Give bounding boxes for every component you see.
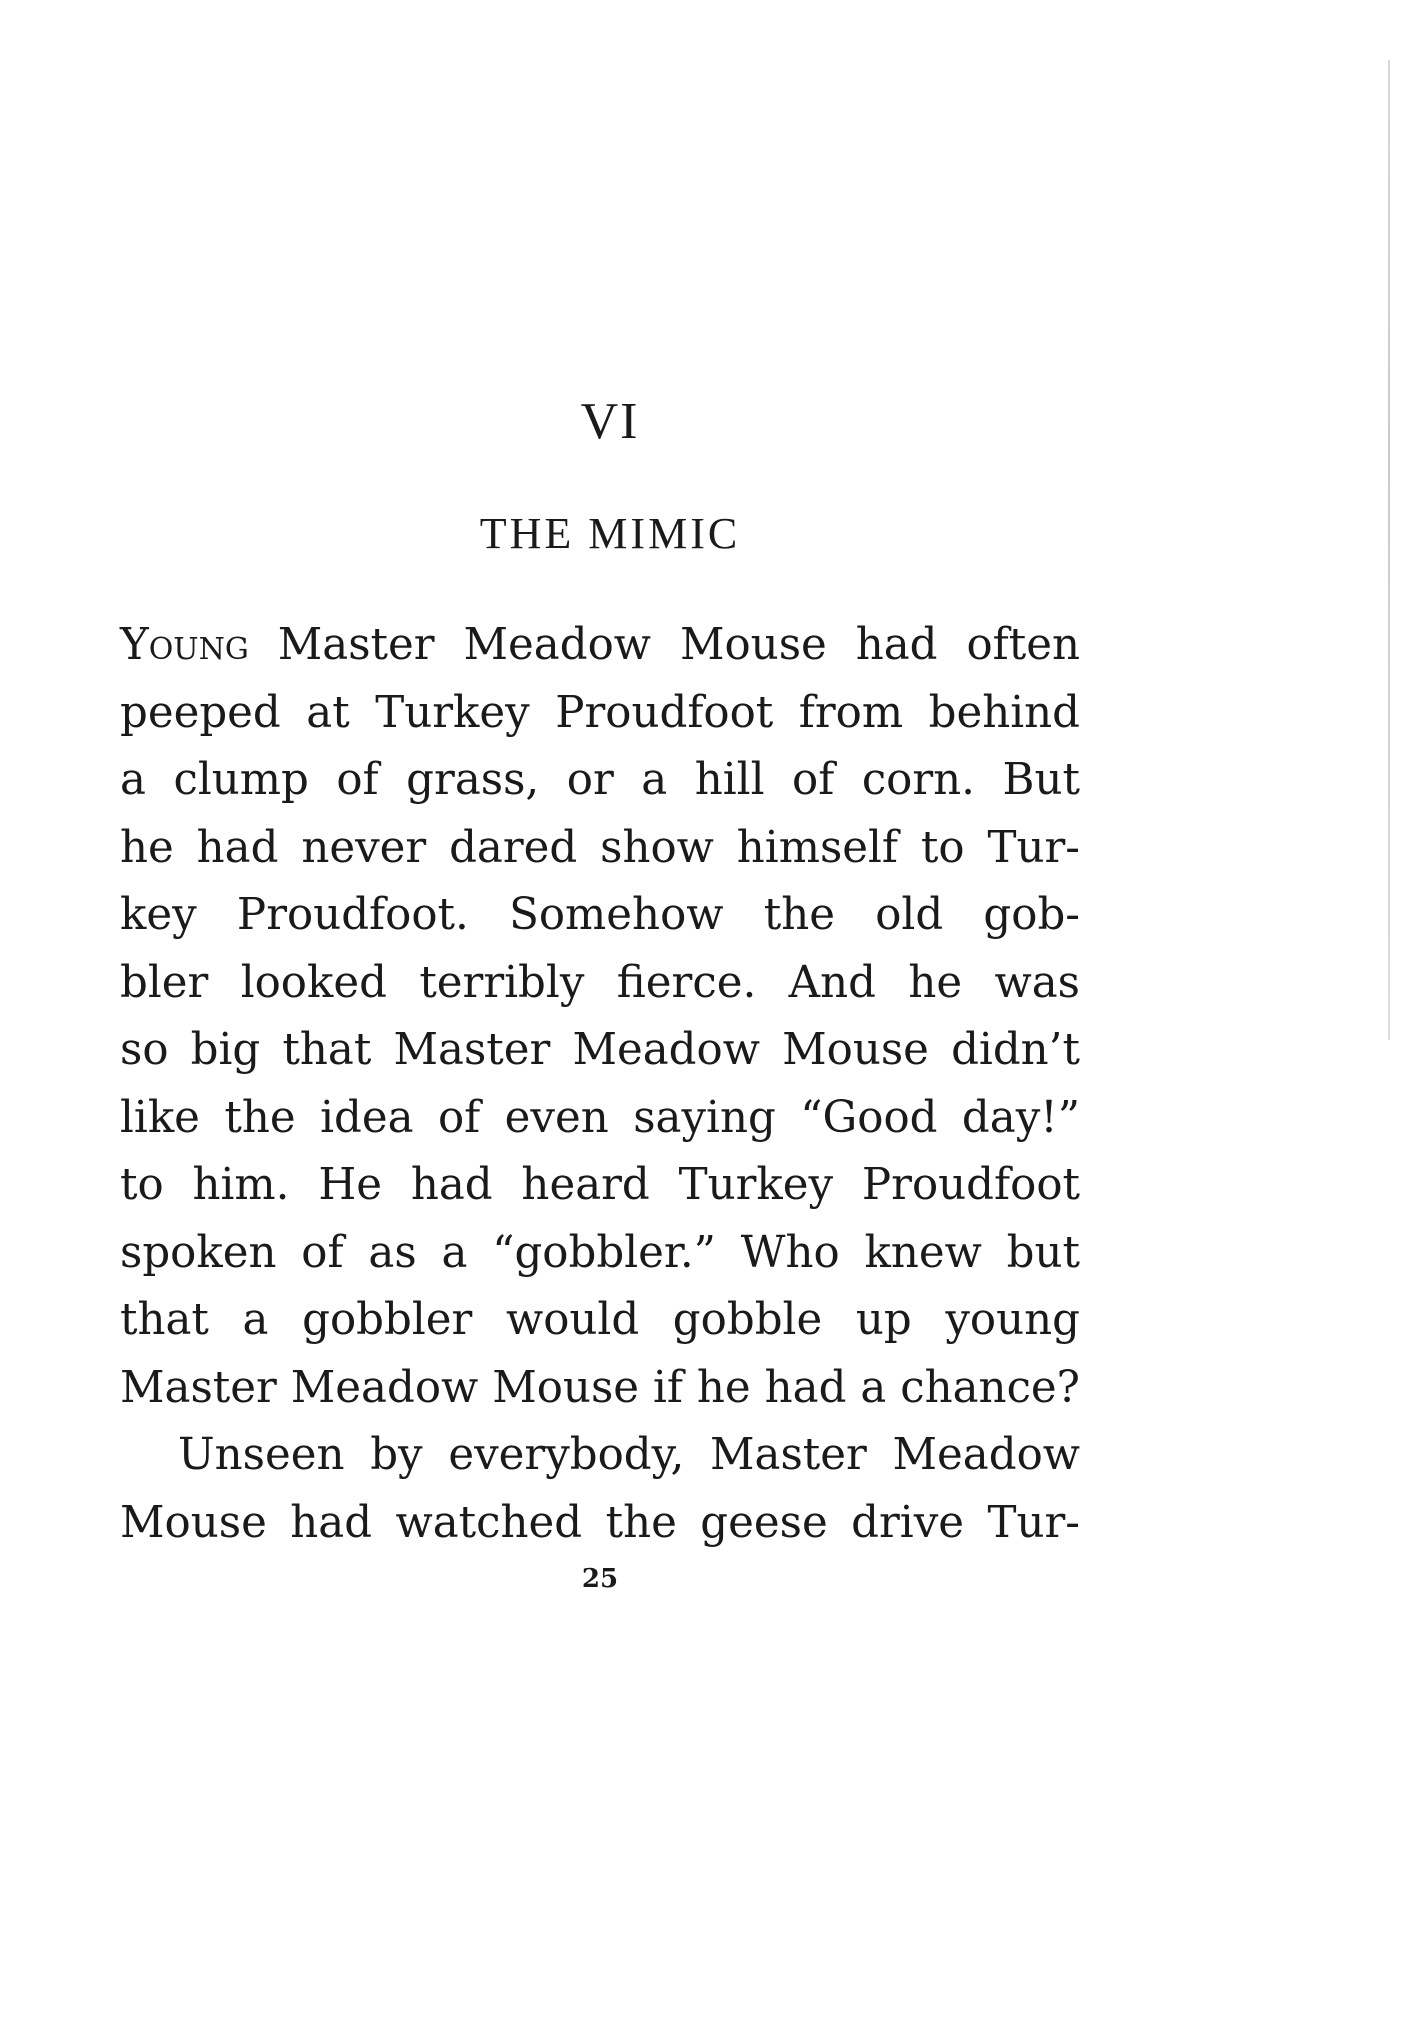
- first-word: Young: [120, 620, 249, 670]
- text-line: to him. He had heard Turkey Proudfoot: [120, 1160, 1080, 1210]
- text-line-rest: Master Meadow Mouse had often: [248, 620, 1080, 670]
- page-number: 25: [581, 1564, 619, 1594]
- text-line: Master Meadow Mouse if he had a chance?: [120, 1362, 1080, 1413]
- text-line: spoken of as a “gobbler.” Who knew but: [120, 1227, 1080, 1278]
- text-line: bler looked terribly fierce. And he was: [120, 957, 1080, 1008]
- page-edge-rule: [1388, 60, 1390, 1040]
- text-line: a clump of grass, or a hill of corn. But: [120, 755, 1080, 805]
- text-line: like the idea of even saying “Good day!”: [120, 1092, 1080, 1143]
- text-line: Unseen by everybody, Master Meadow: [178, 1430, 1080, 1480]
- text-line: that a gobbler would gobble up young: [120, 1295, 1080, 1345]
- text-line: key Proudfoot. Somehow the old gob-: [120, 890, 1080, 940]
- text-line: peeped at Turkey Proudfoot from behind: [120, 687, 1080, 738]
- text-line: so big that Master Meadow Mouse didn’t: [120, 1025, 1080, 1075]
- chapter-title: THE MIMIC: [479, 509, 741, 558]
- body-text: [120, 612, 1080, 1557]
- text-line: [120, 612, 1080, 680]
- chapter-number: VI: [580, 393, 640, 450]
- text-line: Mouse had watched the geese drive Tur-: [120, 1497, 1080, 1548]
- text-line: he had never dared show himself to Tur-: [120, 822, 1080, 873]
